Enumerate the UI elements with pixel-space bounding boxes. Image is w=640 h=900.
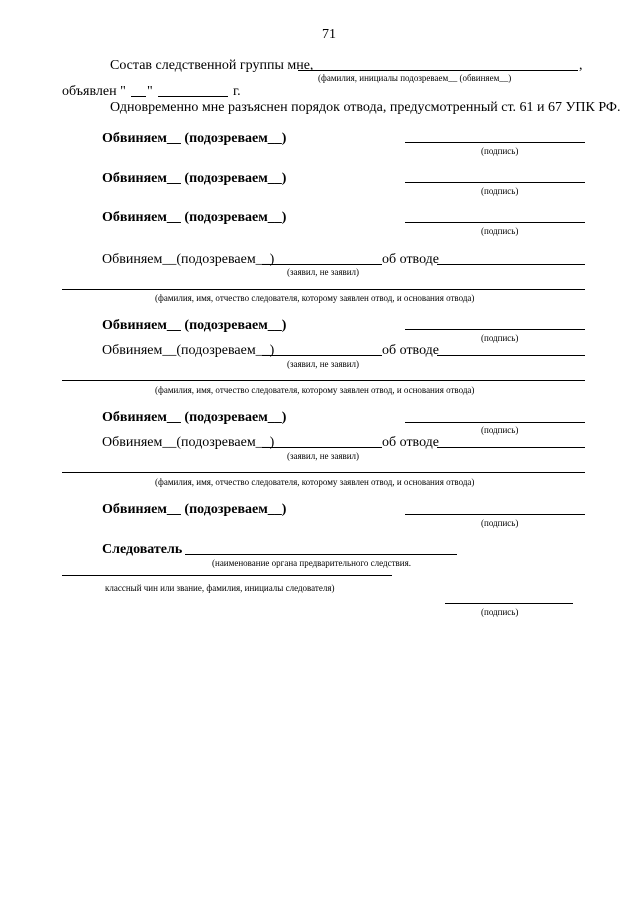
declared-caption-2: (заявил, не заявил) <box>287 359 360 369</box>
organ-caption: (наименование органа предварительного следствия. <box>212 558 411 568</box>
investigator-line-3[interactable] <box>62 472 585 473</box>
rank-line[interactable] <box>62 575 392 576</box>
accused-label-5: Обвиняем__ (подозреваем__) <box>102 410 287 425</box>
line1-comma: , <box>579 58 583 73</box>
about-recusal-3: об отводе <box>382 435 440 450</box>
recusal-details-line-3[interactable] <box>437 447 585 448</box>
accused-recusal-label-1: Обвиняем__(подозреваем__) <box>102 252 275 267</box>
month-line[interactable] <box>158 96 228 97</box>
accused-label-3: Обвиняем__ (подозреваем__) <box>102 210 287 225</box>
accused-label-4: Обвиняем__ (подозреваем__) <box>102 318 287 333</box>
signature-caption-6: (подпись) <box>481 518 519 528</box>
year-suffix: г. <box>233 84 241 99</box>
about-recusal-1: об отводе <box>382 252 440 267</box>
investigator-signature-line[interactable] <box>445 603 573 604</box>
declared-line-1[interactable] <box>262 264 382 265</box>
suspect-name-line[interactable] <box>298 70 578 71</box>
signature-caption-4: (подпись) <box>481 333 519 343</box>
about-recusal-2: об отводе <box>382 343 440 358</box>
announced-text: объявлен " <box>62 84 126 99</box>
signature-line-6[interactable] <box>405 514 585 515</box>
investigator-signature-caption: (подпись) <box>481 607 519 617</box>
declared-line-3[interactable] <box>262 447 382 448</box>
rank-caption: классный чин или звание, фамилия, инициалы следователя) <box>105 583 335 593</box>
signature-line-1[interactable] <box>405 142 585 143</box>
declared-caption-1: (заявил, не заявил) <box>287 267 360 277</box>
signature-line-5[interactable] <box>405 422 585 423</box>
signature-line-4[interactable] <box>405 329 585 330</box>
declared-line-2[interactable] <box>262 355 382 356</box>
group-composition-text: Состав следственной группы мне, <box>110 58 314 73</box>
investigator-caption-2: (фамилия, имя, отчество следователя, которому заявлен отвод, и основания отвода) <box>155 385 475 395</box>
suspect-name-caption: (фамилия, инициалы подозреваем__ (обвиняем__) <box>318 73 512 83</box>
signature-line-2[interactable] <box>405 182 585 183</box>
signature-caption-3: (подпись) <box>481 226 519 236</box>
accused-label-1: Обвиняем__ (подозреваем__) <box>102 131 287 146</box>
recusal-details-line-1[interactable] <box>437 264 585 265</box>
day-line[interactable] <box>131 96 146 97</box>
organ-line[interactable] <box>185 554 457 555</box>
accused-label-2: Обвиняем__ (подозреваем__) <box>102 171 287 186</box>
investigator-line-1[interactable] <box>62 289 585 290</box>
date-quote: " <box>147 84 153 99</box>
recusal-details-line-2[interactable] <box>437 355 585 356</box>
signature-caption-5: (подпись) <box>481 425 519 435</box>
investigator-caption-1: (фамилия, имя, отчество следователя, которому заявлен отвод, и основания отвода) <box>155 293 475 303</box>
investigator-label: Следователь <box>102 542 183 557</box>
accused-label-6: Обвиняем__ (подозреваем__) <box>102 502 287 517</box>
signature-caption-2: (подпись) <box>481 186 519 196</box>
rights-explained-text: Одновременно мне разъяснен порядок отвода, предусмотренный ст. 61 и 67 УПК РФ. <box>110 100 621 115</box>
signature-caption-1: (подпись) <box>481 146 519 156</box>
investigator-caption-3: (фамилия, имя, отчество следователя, которому заявлен отвод, и основания отвода) <box>155 477 475 487</box>
declared-caption-3: (заявил, не заявил) <box>287 451 360 461</box>
accused-recusal-label-2: Обвиняем__(подозреваем__) <box>102 343 275 358</box>
signature-line-3[interactable] <box>405 222 585 223</box>
accused-recusal-label-3: Обвиняем__(подозреваем__) <box>102 435 275 450</box>
page-number: 71 <box>322 27 336 42</box>
investigator-line-2[interactable] <box>62 380 585 381</box>
